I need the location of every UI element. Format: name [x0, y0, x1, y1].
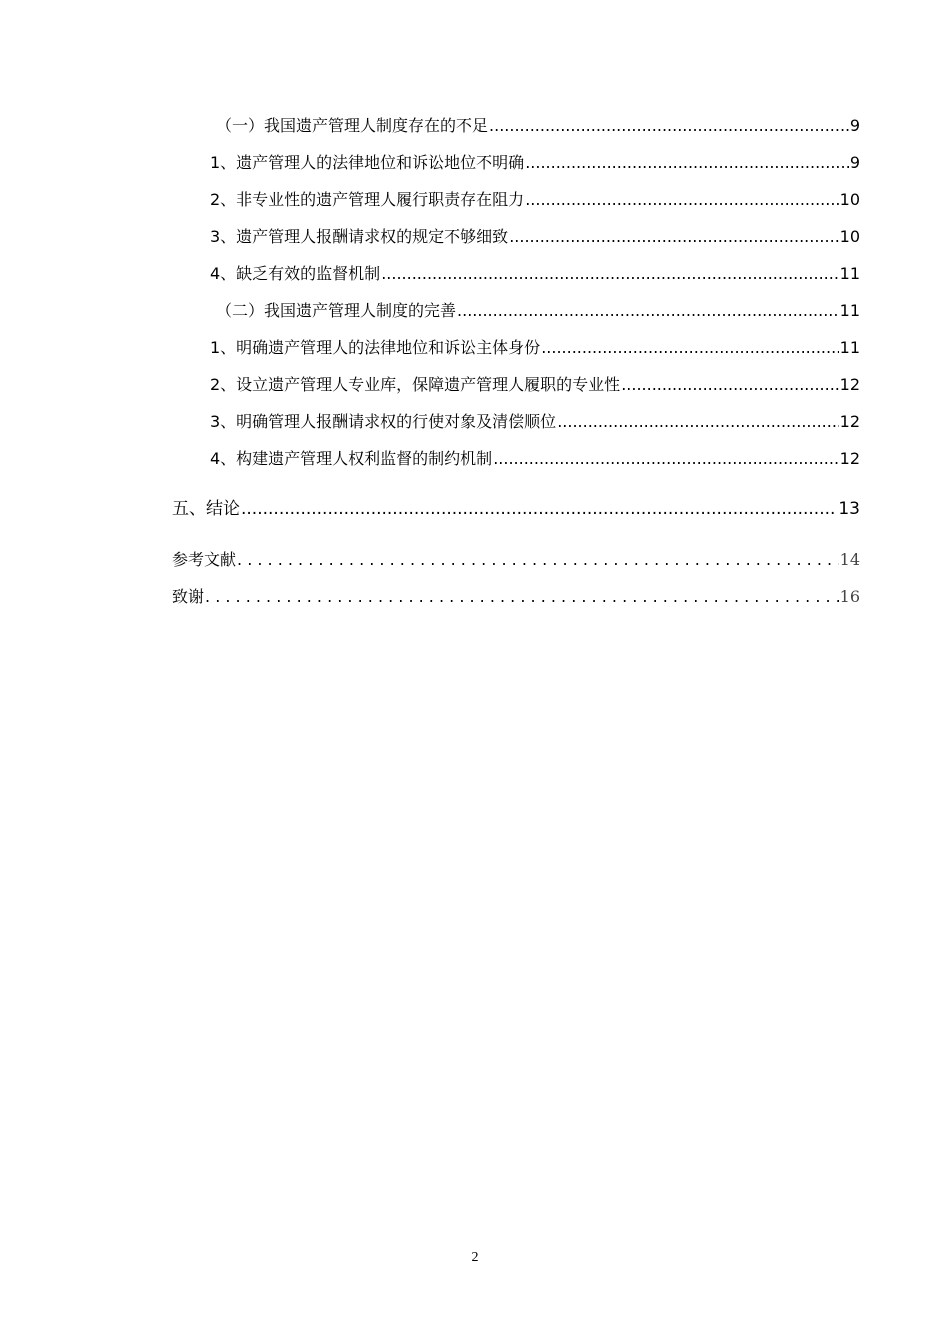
toc-entry-label: 参考文献	[172, 550, 237, 569]
toc-entry-page: 12	[839, 375, 860, 394]
toc-dot-leader	[541, 337, 838, 359]
toc-entry-label: 2、非专业性的遗产管理人履行职责存在阻力	[210, 190, 525, 209]
toc-entry-page: 10	[839, 190, 860, 209]
toc-dot-leader	[509, 226, 838, 248]
toc-dot-leader	[525, 152, 849, 174]
toc-dot-leader	[493, 448, 838, 470]
toc-entry-label: 4、缺乏有效的监督机制	[210, 264, 381, 283]
toc-entry[interactable]	[210, 189, 860, 211]
toc-entry-page: 11	[839, 264, 860, 283]
toc-entry-label: 3、遗产管理人报酬请求权的规定不够细致	[210, 227, 509, 246]
toc-dot-leader	[557, 411, 838, 433]
toc-entry-page: 10	[839, 227, 860, 246]
toc-entry-label: 2、设立遗产管理人专业库，保障遗产管理人履职的专业性	[210, 375, 621, 394]
toc-entry[interactable]	[210, 337, 860, 359]
toc-entry[interactable]	[210, 152, 860, 174]
toc-dot-leader	[241, 497, 837, 521]
toc-dot-leader	[205, 585, 839, 609]
toc-entry-label: 五、结论	[172, 499, 240, 519]
toc-entry-label: （二）我国遗产管理人制度的完善	[216, 301, 457, 320]
toc-entry[interactable]	[210, 411, 860, 433]
toc-entry[interactable]	[210, 374, 860, 396]
toc-entry[interactable]	[216, 300, 860, 322]
toc-entry[interactable]	[210, 263, 860, 285]
toc-entry-label: 4、构建遗产管理人权利监督的制约机制	[210, 449, 493, 468]
toc-entry[interactable]	[210, 226, 860, 248]
toc-entry-page: 14	[839, 550, 860, 569]
toc-entry-page: 12	[839, 449, 860, 468]
toc-entry-page: 13	[838, 499, 860, 519]
toc-dot-leader	[621, 374, 838, 396]
toc-entry-label: 3、明确管理人报酬请求权的行使对象及清偿顺位	[210, 412, 557, 431]
toc-entry-label: 1、遗产管理人的法律地位和诉讼地位不明确	[210, 153, 525, 172]
toc-entry-page: 11	[839, 301, 860, 320]
toc-dot-leader	[381, 263, 838, 285]
toc-entry-references[interactable]	[172, 548, 860, 572]
toc-entry-page: 12	[839, 412, 860, 431]
toc-entry-page: 16	[839, 587, 860, 606]
toc-entry[interactable]	[210, 448, 860, 470]
toc-dot-leader	[525, 189, 838, 211]
toc-entry-chapter[interactable]	[172, 497, 860, 521]
toc-entry-label: 1、明确遗产管理人的法律地位和诉讼主体身份	[210, 338, 541, 357]
toc-entry-label: （一）我国遗产管理人制度存在的不足	[216, 116, 489, 135]
toc-dot-leader	[237, 548, 839, 572]
toc-entry[interactable]	[216, 115, 860, 137]
toc-entry-page: 9	[849, 116, 860, 135]
toc-dot-leader	[457, 300, 839, 322]
toc-entry-page: 9	[849, 153, 860, 172]
toc-entry-label: 致谢	[172, 587, 205, 606]
page-number: 2	[471, 1250, 479, 1265]
toc-entry-acknowledgements[interactable]	[172, 585, 860, 609]
toc-dot-leader	[489, 115, 849, 137]
toc-entry-page: 11	[839, 338, 860, 357]
